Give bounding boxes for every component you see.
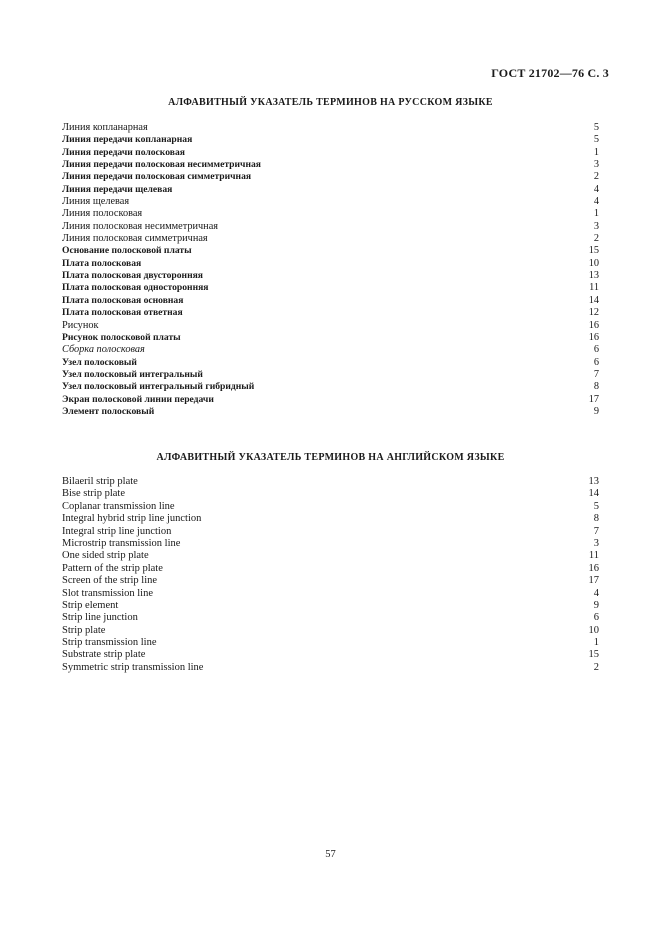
index-page-number: 6 xyxy=(593,612,599,624)
index-entry xyxy=(62,171,599,183)
index-page-number: 16 xyxy=(588,562,599,574)
index-entry xyxy=(62,208,599,220)
index-term: Рисунок xyxy=(62,319,99,331)
index-entry xyxy=(62,245,599,257)
index-page-number: 6 xyxy=(593,344,599,356)
index-page-number: 11 xyxy=(589,282,599,294)
index-term: Substrate strip plate xyxy=(62,649,146,661)
index-page-number: 4 xyxy=(593,587,599,599)
index-term: Узел полосковый интегральный xyxy=(62,368,203,380)
index-term: Bilaeril strip plate xyxy=(62,476,138,487)
index-entry xyxy=(62,538,599,550)
index-term: Bise strip plate xyxy=(62,488,125,500)
index-entry xyxy=(62,612,599,624)
index-term: Линия копланарная xyxy=(62,122,148,133)
index-page-number: 7 xyxy=(593,525,599,537)
index-term: Линия передачи полосковая xyxy=(62,146,185,158)
index-entry xyxy=(62,563,599,575)
index-entry xyxy=(62,307,599,319)
index-page-number: 4 xyxy=(593,196,599,208)
index-term: Плата полосковая основная xyxy=(62,294,184,306)
index-entry xyxy=(62,406,599,418)
index-term: Линия передачи копланарная xyxy=(62,134,193,146)
index-term: Линия передачи полосковая несимметричная xyxy=(62,159,261,171)
index-page-number: 15 xyxy=(588,649,599,661)
index-term: Strip element xyxy=(62,599,119,611)
index-entry xyxy=(62,134,599,146)
index-page-number: 6 xyxy=(593,356,599,368)
index-term: One sided strip plate xyxy=(62,550,149,562)
index-term: Integral strip line junction xyxy=(62,525,172,537)
index-term: Основание полосковой платы xyxy=(62,245,192,257)
index-page-number: 2 xyxy=(593,171,599,183)
index-page-number: 9 xyxy=(593,599,599,611)
index-entry xyxy=(62,282,599,294)
index-entry xyxy=(62,344,599,356)
index-term: Линия полосковая несимметричная xyxy=(62,220,218,232)
index-entry xyxy=(62,258,599,270)
index-term: Strip line junction xyxy=(62,612,138,624)
index-page-number: 5 xyxy=(593,500,599,512)
index-page-number: 1 xyxy=(593,208,599,220)
index-term: Узел полосковый интегральный гибридный xyxy=(62,381,255,393)
index-term: Slot transmission line xyxy=(62,587,154,599)
index-page-number: 1 xyxy=(593,146,599,158)
index-entry xyxy=(62,270,599,282)
index-entry xyxy=(62,575,599,587)
index-page-number: 9 xyxy=(593,405,599,417)
index-entry xyxy=(62,320,599,332)
index-page-number: 10 xyxy=(588,624,599,636)
index-entry xyxy=(62,588,599,600)
index-term: Линия передачи щелевая xyxy=(62,183,173,195)
index-entry xyxy=(62,122,599,134)
index-entry xyxy=(62,357,599,369)
index-page-number: 10 xyxy=(588,257,599,269)
index-term: Экран полосковой линии передачи xyxy=(62,393,214,405)
index-page-number: 2 xyxy=(593,233,599,245)
index-entry xyxy=(62,221,599,233)
index-term: Плата полосковая ответная xyxy=(62,307,183,319)
index-page-number: 3 xyxy=(593,537,599,549)
standard-header: ГОСТ 21702—76 С. 3 xyxy=(491,66,609,80)
index-term: Coplanar transmission line xyxy=(62,500,175,512)
index-entry xyxy=(62,600,599,612)
index-entry xyxy=(62,369,599,381)
index-entry xyxy=(62,394,599,406)
index-entry xyxy=(62,637,599,649)
index-term: Strip transmission line xyxy=(62,637,157,649)
index-term: Symmetric strip transmission line xyxy=(62,661,204,673)
english-index-title: АЛФАВИТНЫЙ УКАЗАТЕЛЬ ТЕРМИНОВ НА АНГЛИЙСКОМ ЯЗЫКЕ xyxy=(156,452,505,463)
index-entry xyxy=(62,184,599,196)
index-page-number: 11 xyxy=(588,550,599,562)
index-page-number: 5 xyxy=(593,134,599,146)
index-page-number: 8 xyxy=(593,513,599,525)
index-page-number: 16 xyxy=(588,319,599,331)
index-entry xyxy=(62,332,599,344)
index-entry xyxy=(62,476,599,488)
index-entry xyxy=(62,233,599,245)
index-entry xyxy=(62,159,599,171)
index-term: Pattern of the strip plate xyxy=(62,562,163,574)
index-term: Узел полосковый xyxy=(62,356,137,368)
index-page-number: 7 xyxy=(593,368,599,380)
index-term: Плата полосковая двусторонняя xyxy=(62,270,203,282)
index-entry xyxy=(62,526,599,538)
index-entry xyxy=(62,550,599,562)
index-entry xyxy=(62,662,599,674)
index-page-number: 13 xyxy=(588,476,599,487)
index-page-number: 14 xyxy=(588,294,599,306)
index-entry xyxy=(62,295,599,307)
index-term: Screen of the strip line xyxy=(62,575,158,587)
index-page-number: 4 xyxy=(593,183,599,195)
index-term: Элемент полосковый xyxy=(62,405,155,417)
index-entry xyxy=(62,196,599,208)
index-term: Integral hybrid strip line junction xyxy=(62,513,202,525)
index-entry xyxy=(62,147,599,159)
index-term: Сборка полосковая xyxy=(62,344,145,356)
russian-index-list xyxy=(62,122,599,418)
index-term: Линия щелевая xyxy=(62,196,130,208)
index-page-number: 2 xyxy=(593,661,599,673)
index-page-number: 15 xyxy=(588,245,599,257)
index-term: Плата полосковая xyxy=(62,257,142,269)
index-page-number: 3 xyxy=(593,220,599,232)
english-index-list xyxy=(62,476,599,674)
index-page-number: 17 xyxy=(588,393,599,405)
index-term: Рисунок полосковой платы xyxy=(62,331,181,343)
index-entry xyxy=(62,501,599,513)
index-term: Линия полосковая xyxy=(62,208,143,220)
index-entry xyxy=(62,381,599,393)
index-term: Линия полосковая симметричная xyxy=(62,233,208,245)
index-page-number: 1 xyxy=(593,637,599,649)
index-page-number: 16 xyxy=(588,331,599,343)
index-page-number: 17 xyxy=(588,575,599,587)
index-entry xyxy=(62,488,599,500)
russian-index-title: АЛФАВИТНЫЙ УКАЗАТЕЛЬ ТЕРМИНОВ НА РУССКОМ ЯЗЫКЕ xyxy=(168,97,493,108)
index-page-number: 14 xyxy=(588,488,599,500)
index-term: Microstrip transmission line xyxy=(62,537,181,549)
page-number: 57 xyxy=(325,849,336,860)
index-page-number: 5 xyxy=(593,122,599,133)
index-entry xyxy=(62,649,599,661)
index-page-number: 13 xyxy=(588,270,599,282)
index-entry xyxy=(62,625,599,637)
index-term: Strip plate xyxy=(62,624,106,636)
index-page-number: 3 xyxy=(593,159,599,171)
index-page-number: 12 xyxy=(588,307,599,319)
index-term: Плата полосковая односторонняя xyxy=(62,282,209,294)
index-term: Линия передачи полосковая симметричная xyxy=(62,171,252,183)
index-entry xyxy=(62,513,599,525)
index-page-number: 8 xyxy=(593,381,599,393)
